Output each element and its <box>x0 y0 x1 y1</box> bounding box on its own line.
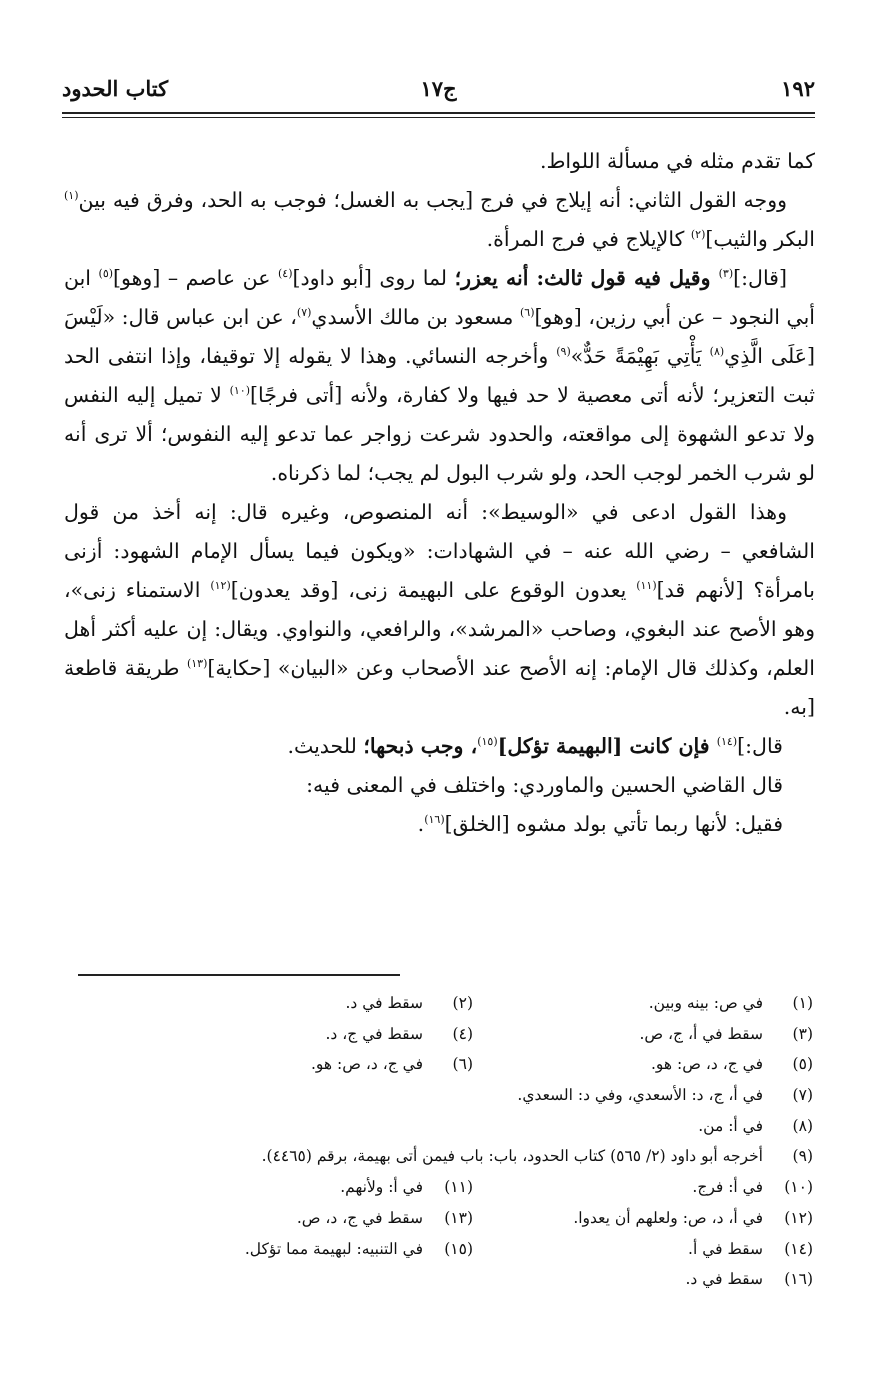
footnote: (٤)سقط في ج، د. <box>325 1024 473 1043</box>
footnote: (٣)سقط في أ، ج، ص. <box>639 1024 813 1043</box>
footnote-ref[interactable]: (١١) <box>636 579 657 592</box>
header-rule-thin <box>62 117 815 118</box>
footnote: (٩)أخرجه أبو داود (٢/ ٥٦٥) كتاب الحدود، باب: باب فيمن أتى بهيمة، برقم (٤٤٦٥). <box>261 1147 813 1166</box>
footnote-ref[interactable]: (٦) <box>519 306 535 319</box>
footnote-ref[interactable]: (٤) <box>277 267 293 280</box>
paragraph: [قال:]$^{(٣)}$ وقيل فيه قول ثالث: أنه يعزر؛ لما روى [أبو داود]$^{(٤)}$ عن عاصم – [وهو]$^{(٥)}$ ابن أبي النجود – عن أبي رزين، [وهو]$^{(٦)}$ مسعود بن مالك الأسدي$^{(٧)}$، عن ابن عباس قال: «لَيْسَ [عَلَى الَّذِي$^{(٨)}$ يَأْتِي بَهِيْمَةً حَدٌّ»$^{(٩)}$ وأخرجه النسائي. وهذا لا يقوله إلا توقيفا، وإذا انتفى الحد ثبت التعزير؛ لأنه أتى معصية لا حد فيها ولا كفارة، ولأنه [أتى فرجًا]$^{(١٠)}$ لا تميل إليه النفس ولا تدعو الشهوة إلى مواقعته، والحدود شرعت زواجر عما تدعو إليه النفوس؛ ألا ترى أنه لو شرب الخمر لوجب الحد، ولو شرب البول لم يجب؛ لما ذكرناه. <box>64 266 816 485</box>
footnote-ref[interactable]: (١٢) <box>210 579 231 592</box>
footnote-ref[interactable]: (٢) <box>690 228 706 241</box>
footnote: (١٢)في أ، د، ص: ولعلهم أن يعدوا. <box>573 1208 813 1227</box>
footnote: (١٥)في التنبيه: لبهيمة مما تؤكل. <box>244 1239 473 1258</box>
footnote-ref[interactable]: (٧) <box>296 306 312 319</box>
footnote-ref[interactable]: (١٥) <box>477 735 498 748</box>
footnote-ref[interactable]: (٨) <box>709 345 725 358</box>
book-title: كتاب الحدود <box>62 76 169 101</box>
footnote-ref[interactable]: (١٣) <box>186 657 208 670</box>
paragraph: قال:]$^{(١٤)}$ فإن كانت [البهيمة تؤكل]$^{(١٥)}$، وجب ذبحها؛ للحديث. <box>287 734 783 758</box>
footnote: (١٦)سقط في د. <box>685 1270 813 1289</box>
paragraph: كما تقدم مثله في مسألة اللواط. <box>539 149 815 173</box>
page-number: ١٩٢ <box>781 76 815 101</box>
paragraph: ووجه القول الثاني: أنه إيلاج في فرج [يجب به الغسل؛ فوجب به الحد، وفرق فيه بين$^{(١)}$ البكر والثيب]$^{(٢)}$ كالإيلاج في فرج المرأة. <box>64 188 815 251</box>
footnote-separator <box>78 974 400 976</box>
footnote: (١)في ص: بينه وبين. <box>648 994 813 1012</box>
footnote-ref[interactable]: (٩) <box>556 345 571 358</box>
footnote: (١٣)سقط في ج، د، ص. <box>296 1208 473 1227</box>
volume-number: ج١٧ <box>420 76 457 101</box>
footnote-ref[interactable]: (٥) <box>98 267 114 280</box>
footnote-ref[interactable]: (٣) <box>718 267 734 280</box>
paragraph: قال القاضي الحسين والماوردي: واختلف في المعنى فيه: <box>306 773 783 797</box>
footnote: (٢)سقط في د. <box>345 994 473 1012</box>
footnote-ref[interactable]: (١٦) <box>424 813 445 826</box>
main-text <box>64 142 815 844</box>
footnote: (١٠)في أ: فرج. <box>692 1178 813 1197</box>
footnote: (١٤)سقط في أ. <box>688 1239 813 1258</box>
bold-matn: وقيل فيه قول ثالث: أنه يعزر؛ <box>454 266 719 290</box>
footnote: (٨)في أ: من. <box>698 1116 813 1135</box>
footnotes <box>64 988 813 1295</box>
footnote: (٦)في ج، د، ص: هو. <box>310 1055 473 1074</box>
footnote-ref[interactable]: (١) <box>64 189 79 202</box>
footnote-ref[interactable]: (١٠) <box>229 384 250 397</box>
footnote: (٥)في ج، د، ص: هو. <box>650 1055 813 1074</box>
footnote: (٧)في أ، ج، د: الأسعدي، وفي د: السعدي. <box>517 1086 813 1105</box>
footnote: (١١)في أ: ولأنهم. <box>340 1178 473 1197</box>
header-rule <box>62 112 815 114</box>
paragraph: فقيل: لأنها ربما تأتي بولد مشوه [الخلق]$^{(١٦)}$. <box>417 812 783 836</box>
footnote-ref[interactable]: (١٤) <box>716 735 738 748</box>
running-header <box>62 72 815 112</box>
paragraph: وهذا القول ادعى في «الوسيط»: أنه المنصوص، وغيره قال: إنه أخذ من قول الشافعي – رضي الله عنه – في الشهادات: «ويكون فيما يسأل الإمام الشهود: أزنى بامرأة؟ [لأنهم قد]$^{(١١)}$ يعدون الوقوع على البهيمة زنى، [وقد يعدون]$^{(١٢)}$ الاستمناء زنى»، وهو الأصح عند البغوي، وصاحب «المرشد»، والرافعي، والنواوي. ويقال: إن عليه أكثر أهل العلم، وكذلك قال الإمام: إنه الأصح عند الأصحاب وعن «البيان» [حكاية]$^{(١٣)}$ طريقة قاطعة [به. <box>64 500 816 719</box>
